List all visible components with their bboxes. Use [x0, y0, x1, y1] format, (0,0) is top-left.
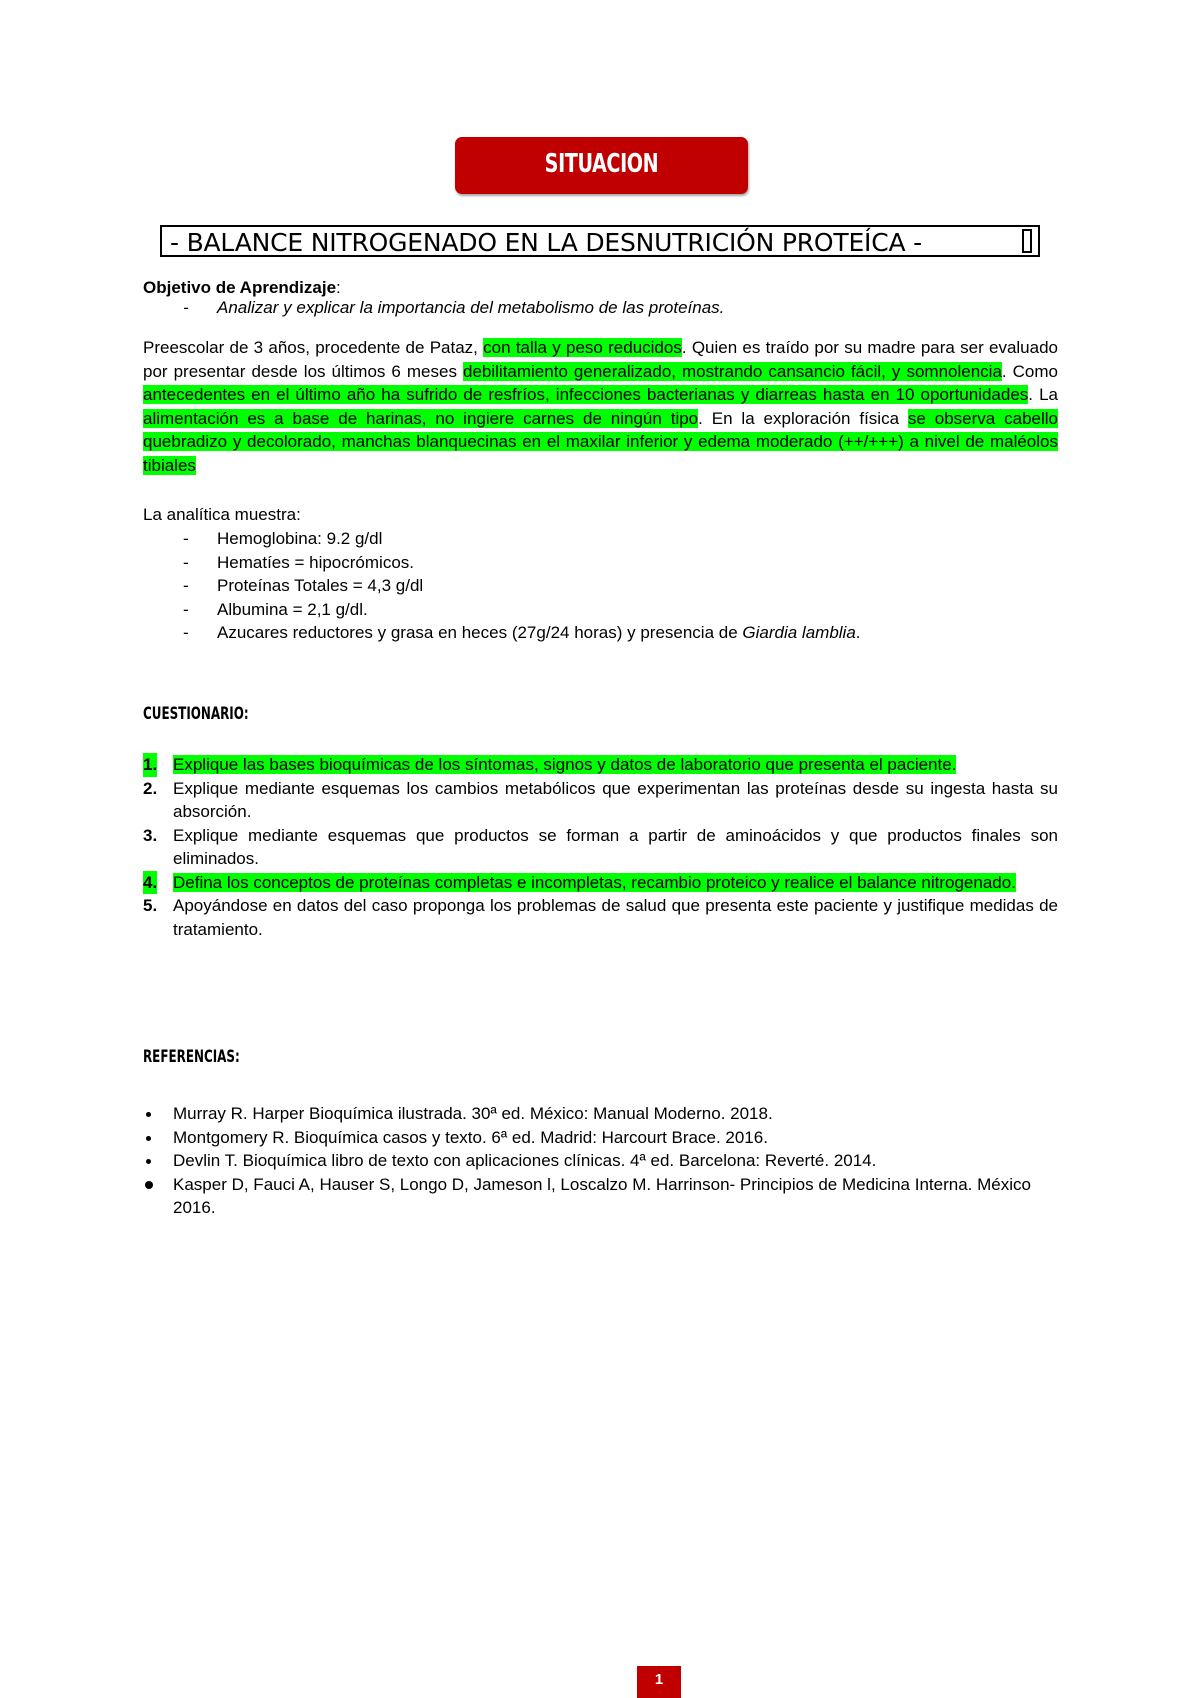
title-cursor-box	[1022, 229, 1032, 253]
question-number: 3.	[143, 825, 158, 845]
case-text-2: . Quien es traído por su madre para ser evaluado por presentar desde los últimos 6 meses	[143, 338, 1058, 381]
lab-stool-end: .	[855, 623, 861, 642]
lab-item: - Albumina = 2,1 g/dl.	[143, 598, 1058, 622]
lab-organism: Giardia lamblia	[742, 623, 856, 642]
objective-list	[143, 296, 1058, 320]
bullet-icon	[146, 1159, 151, 1164]
question-item	[143, 871, 1058, 895]
case-highlight-3: antecedentes en el último año ha sufrido de resfríos, infecciones bacterianas y diarreas hasta en 10 oportunidades	[143, 385, 1029, 404]
document-title: - BALANCE NITROGENADO EN LA DESNUTRICIÓN PROTEÍCA -	[170, 228, 922, 257]
lab-item: - Hemoglobina: 9.2 g/dl	[143, 527, 1058, 551]
reference-item	[143, 1149, 1058, 1173]
case-highlight-4: alimentación es a base de harinas, no ingiere carnes de ningún tipo	[143, 408, 699, 428]
references-heading: REFERENCIAS:	[143, 1047, 240, 1067]
reference-item	[143, 1102, 1058, 1126]
question-text: Apoyándose en datos del caso proponga los problemas de salud que presenta este paciente y justifique medidas de tratamiento.	[173, 896, 1058, 939]
question-item	[143, 753, 1058, 777]
question-text: Explique mediante esquemas los cambios metabólicos que experimentan las proteínas desde su ingesta hasta su absorción.	[173, 778, 1058, 821]
question-number: 4.	[143, 871, 157, 895]
case-text-1: Preescolar de 3 años, procedente de Pataz,	[143, 338, 484, 357]
bullet-icon	[146, 1112, 151, 1117]
reference-text: Murray R. Harper Bioquímica ilustrada. 30ª ed. México: Manual Moderno. 2018.	[173, 1104, 773, 1123]
question-text: Explique las bases bioquímicas de los síntomas, signos y datos de laboratorio que presenta el paciente.	[173, 755, 957, 774]
case-text-5: . En la exploración física	[698, 408, 908, 428]
question-item	[143, 894, 1058, 941]
reference-text: Devlin T. Bioquímica libro de texto con aplicaciones clínicas. 4ª ed. Barcelona: Reverté. 2014.	[173, 1151, 877, 1170]
reference-item	[143, 1126, 1058, 1150]
references-list	[143, 1102, 1058, 1220]
case-highlight-2: debilitamiento generalizado, mostrando cansancio fácil, y somnolencia	[463, 361, 1002, 381]
lab-results-list	[143, 527, 1058, 645]
lab-item: - Proteínas Totales = 4,3 g/dl	[143, 574, 1058, 598]
question-item	[143, 824, 1058, 871]
case-text-4: . La	[1028, 385, 1058, 404]
case-highlight-1: con talla y peso reducidos	[483, 338, 682, 357]
lab-item-stool	[143, 621, 1058, 645]
question-number: 5.	[143, 896, 158, 915]
question-item	[143, 777, 1058, 824]
page-number-badge: 1	[637, 1666, 681, 1698]
question-text: Defina los conceptos de proteínas completas e incompletas, recambio proteico y realice el balance nitrogenado.	[173, 872, 1016, 892]
objective-label: Objetivo de Aprendizaje	[143, 278, 337, 297]
questionnaire-heading: CUESTIONARIO:	[143, 704, 249, 724]
case-text-3: . Como	[1001, 361, 1059, 381]
bullet-icon	[145, 1181, 153, 1189]
document-title-box	[160, 225, 1040, 257]
questionnaire-list	[143, 753, 1058, 941]
reference-item	[143, 1173, 1058, 1220]
reference-text: Montgomery R. Bioquímica casos y texto. 6ª ed. Madrid: Harcourt Brace. 2016.	[173, 1127, 768, 1147]
situacion-badge	[455, 137, 748, 194]
question-number: 2.	[143, 778, 158, 798]
case-paragraph	[143, 336, 1058, 477]
lab-item: - Hematíes = hipocrómicos.	[143, 551, 1058, 575]
case-highlight-5: se observa cabello quebradizo y decolorado, manchas blanquecinas en el maxilar inferior y edema moderado (++/+++) a nivel de maléolos tibiales	[143, 408, 1058, 475]
bullet-icon	[146, 1136, 151, 1141]
objective-item: - Analizar y explicar la importancia del metabolismo de las proteínas.	[143, 296, 1058, 320]
question-text: Explique mediante esquemas que productos se forman a partir de aminoácidos y que productos finales son eliminados.	[173, 825, 1058, 868]
lab-stool-text: Azucares reductores y grasa en heces (27g/24 horas) y presencia de	[217, 623, 743, 642]
objective-colon: :	[336, 278, 341, 297]
reference-text: Kasper D, Fauci A, Hauser S, Longo D, Jameson l, Loscalzo M. Harrinson- Principios de Medicina Interna. México 2016.	[173, 1174, 1031, 1217]
badge-label: SITUACION	[544, 149, 659, 179]
lab-intro: La analítica muestra:	[143, 505, 301, 524]
question-number: 1.	[143, 753, 157, 777]
